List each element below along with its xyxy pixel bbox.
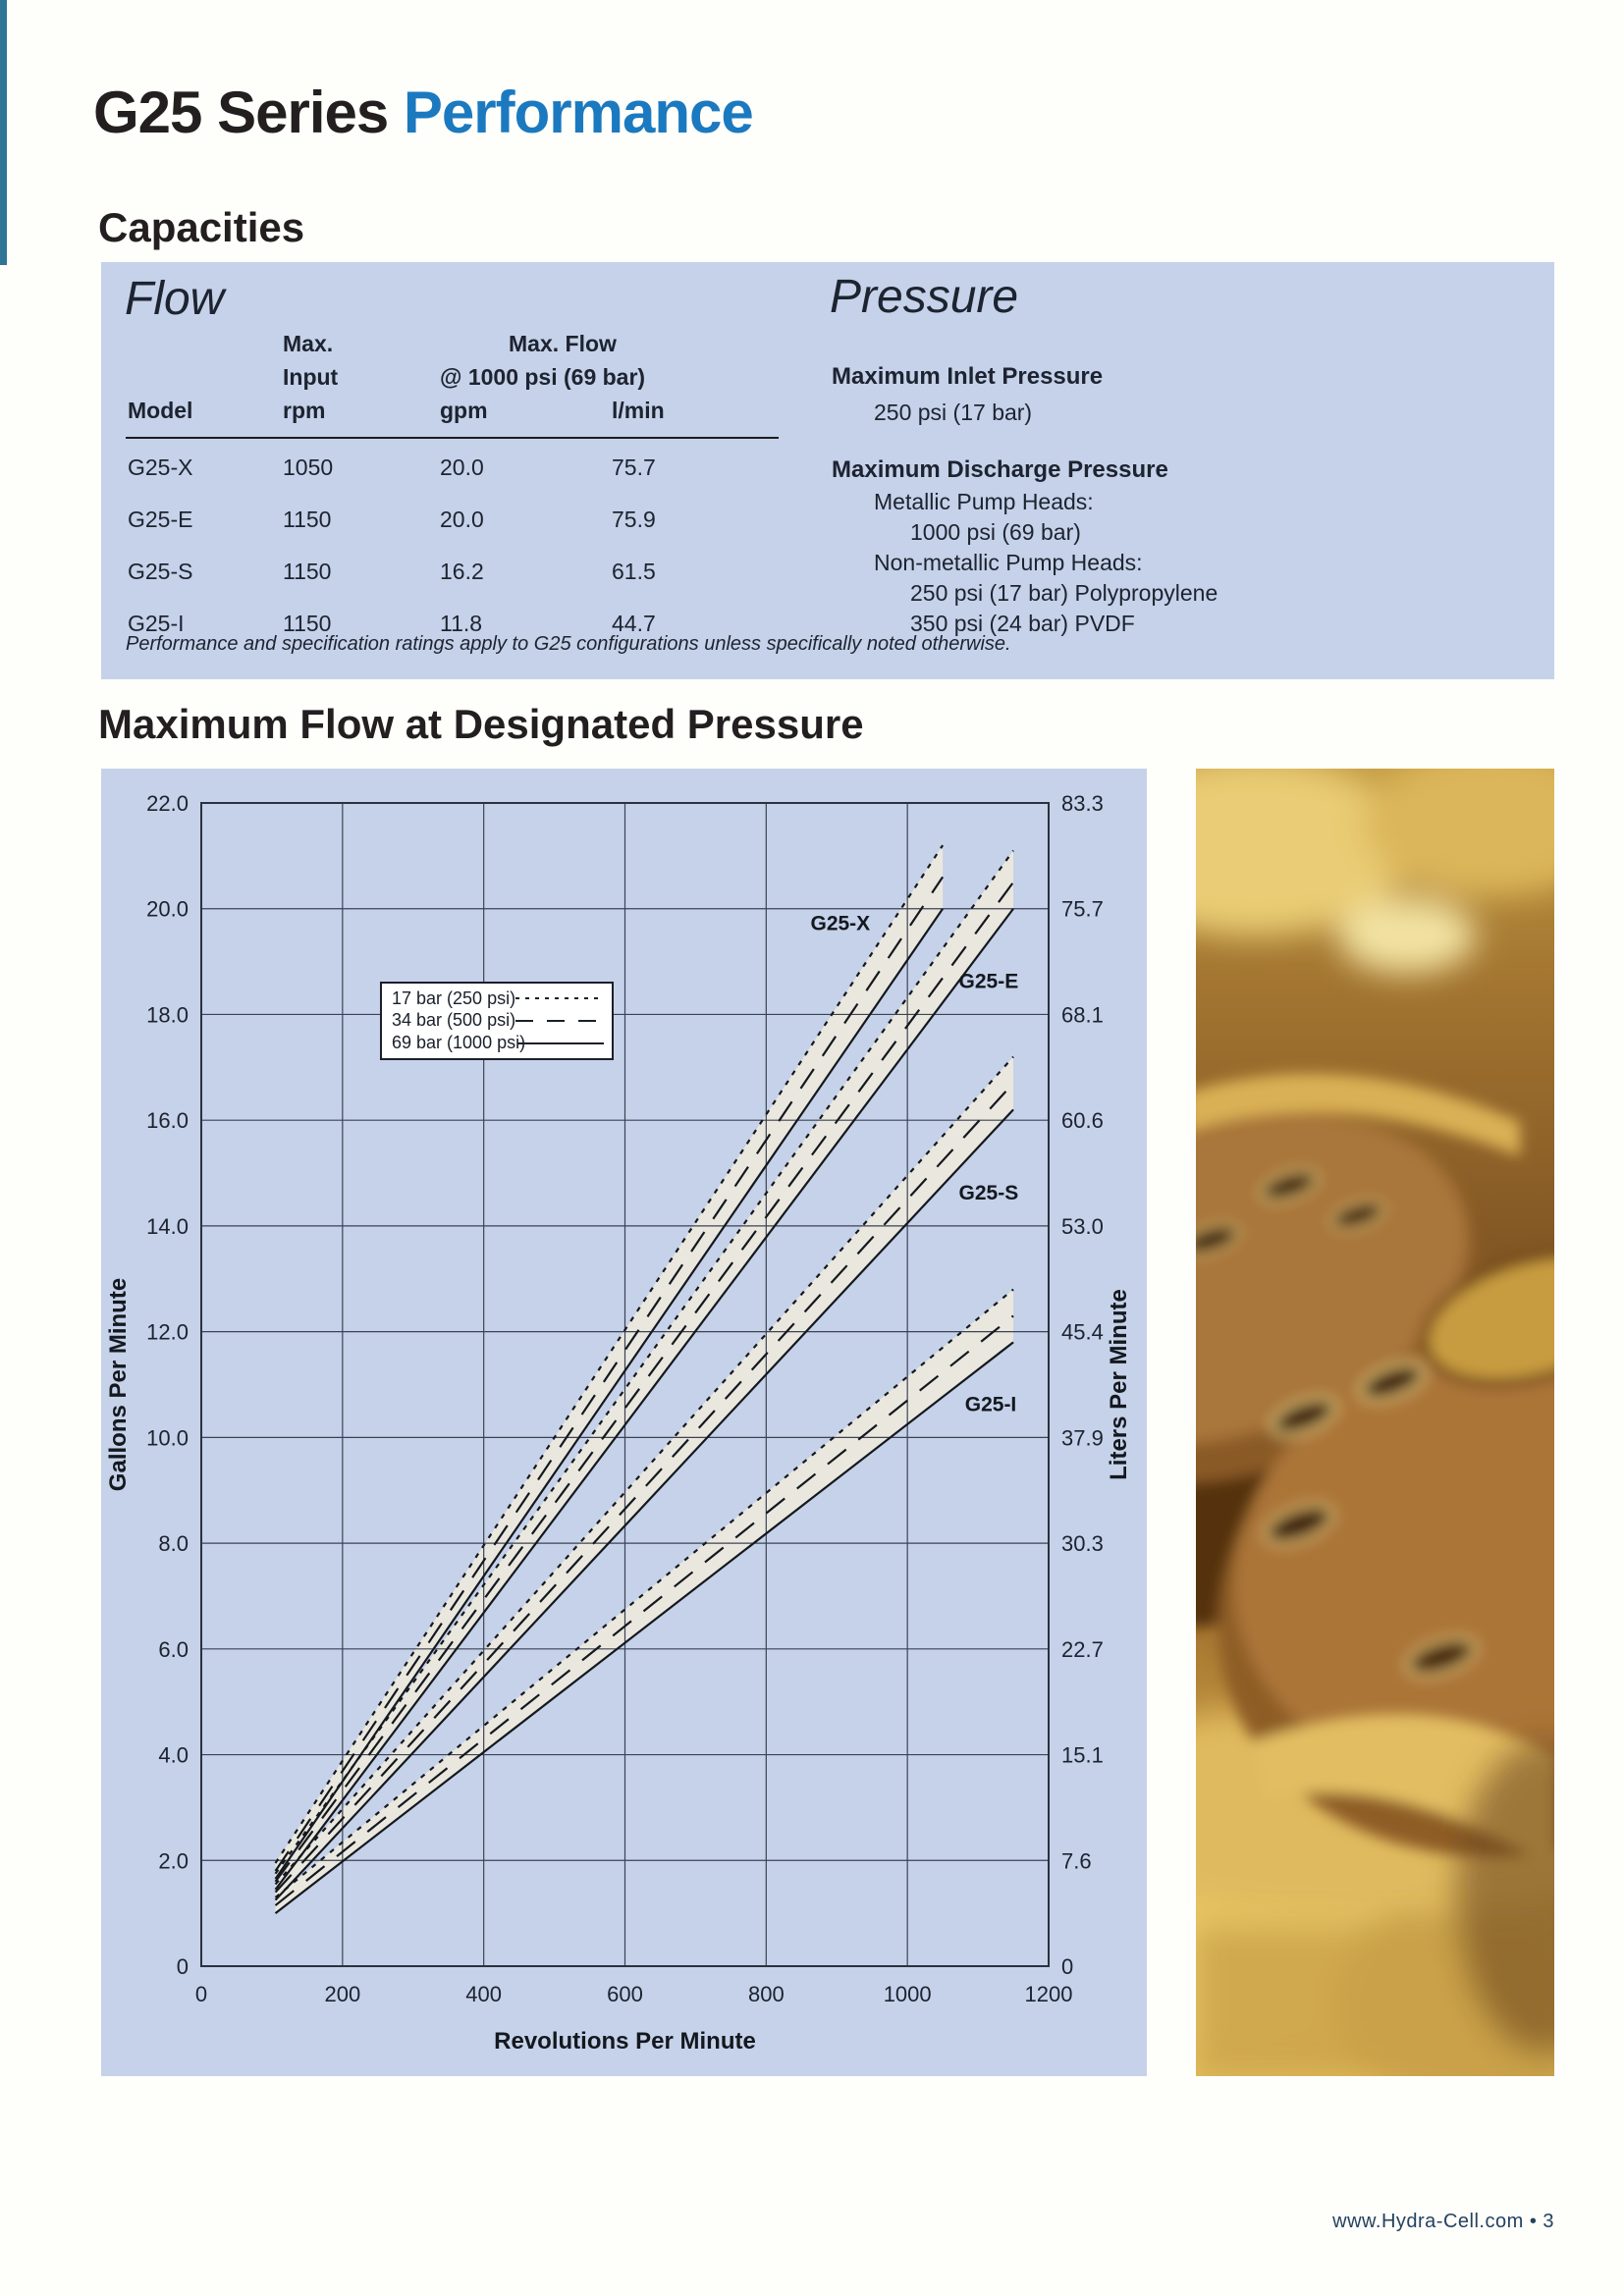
table-cell-gpm: 20.0 (440, 507, 484, 532)
page-title-primary: G25 Series (93, 80, 389, 145)
legend-label: 69 bar (1000 psi) (392, 1033, 526, 1053)
svg-text:2.0: 2.0 (158, 1848, 189, 1874)
inlet-pressure-value: 250 psi (17 bar) (874, 400, 1033, 425)
svg-text:53.0: 53.0 (1061, 1213, 1104, 1239)
inlet-pressure-label: Maximum Inlet Pressure (832, 363, 1104, 390)
svg-text:G25-S: G25-S (958, 1181, 1019, 1204)
legend-row-250psi (392, 988, 602, 1009)
nonmetallic-pp-value: 250 psi (17 bar) Polypropylene (910, 580, 1218, 606)
capacities-heading: Capacities (98, 204, 305, 250)
svg-text:75.7: 75.7 (1061, 896, 1104, 922)
table-cell-lmin: 61.5 (612, 559, 656, 584)
legend-label: 34 bar (500 psi) (392, 1010, 516, 1031)
table-cell-gpm: 11.8 (440, 611, 483, 636)
col-header-at1000: @ 1000 psi (69 bar) (440, 364, 646, 390)
svg-text:G25-E: G25-E (958, 970, 1019, 993)
col-header-input: Input (283, 364, 339, 390)
table-cell-model: G25-S (128, 559, 193, 584)
table-cell-model: G25-X (128, 454, 193, 480)
svg-text:14.0: 14.0 (146, 1213, 189, 1239)
svg-text:45.4: 45.4 (1061, 1319, 1104, 1345)
capacities-panel (101, 262, 1554, 679)
legend-row-1000psi (392, 1033, 602, 1053)
svg-text:0: 0 (176, 1954, 189, 1979)
solid-line-sample-icon (517, 1040, 604, 1047)
nonmetallic-heads-label: Non-metallic Pump Heads: (874, 550, 1143, 575)
col-header-gpm: gpm (440, 398, 488, 423)
table-cell-model: G25-E (128, 507, 193, 532)
svg-text:Gallons Per Minute: Gallons Per Minute (105, 1277, 132, 1492)
table-cell-rpm: 1050 (283, 454, 334, 480)
dashed-line-sample-icon (515, 1017, 602, 1025)
svg-text:10.0: 10.0 (146, 1425, 189, 1451)
page-footer: www.Hydra-Cell.com • 3 (1332, 2211, 1554, 2232)
table-cell-lmin: 44.7 (612, 611, 656, 636)
table-cell-gpm: 16.2 (440, 559, 484, 584)
svg-text:200: 200 (324, 1982, 361, 2006)
discharge-pressure-label: Maximum Discharge Pressure (832, 456, 1168, 483)
svg-text:1200: 1200 (1024, 1982, 1073, 2006)
pump-parts-photo-art (1196, 769, 1554, 2076)
svg-text:7.6: 7.6 (1061, 1848, 1092, 1874)
svg-text:Liters Per Minute: Liters Per Minute (1106, 1289, 1132, 1480)
nonmetallic-pvdf-value: 350 psi (24 bar) PVDF (910, 611, 1135, 636)
svg-text:30.3: 30.3 (1061, 1531, 1104, 1557)
flow-vs-rpm-chart (101, 769, 1147, 2076)
svg-text:15.1: 15.1 (1061, 1742, 1104, 1768)
svg-text:400: 400 (465, 1982, 503, 2006)
page-title-accent: Performance (403, 80, 753, 145)
svg-text:22.0: 22.0 (146, 791, 189, 816)
pump-parts-photo (1196, 769, 1554, 2076)
col-header-lmin: l/min (612, 398, 665, 423)
svg-text:1000: 1000 (883, 1982, 932, 2006)
legend-label: 17 bar (250 psi) (392, 988, 516, 1008)
svg-text:60.6: 60.6 (1061, 1108, 1104, 1134)
svg-text:83.3: 83.3 (1061, 791, 1104, 816)
svg-text:8.0: 8.0 (158, 1531, 189, 1557)
svg-text:22.7: 22.7 (1061, 1636, 1104, 1662)
svg-text:16.0: 16.0 (146, 1108, 189, 1134)
svg-text:68.1: 68.1 (1061, 1002, 1104, 1028)
metallic-heads-value: 1000 psi (69 bar) (910, 519, 1081, 545)
pressure-section (830, 262, 1537, 679)
svg-text:12.0: 12.0 (146, 1319, 189, 1345)
pressure-subheading: Pressure (830, 271, 1019, 323)
svg-text:0: 0 (1061, 1954, 1074, 1979)
table-cell-lmin: 75.7 (612, 454, 656, 480)
legend-row-500psi (392, 1010, 602, 1031)
table-cell-gpm: 20.0 (440, 454, 484, 480)
svg-text:G25-X: G25-X (810, 912, 871, 935)
svg-text:0: 0 (194, 1982, 208, 2006)
page-title (93, 79, 753, 146)
svg-text:Revolutions Per Minute: Revolutions Per Minute (494, 2028, 756, 2055)
ratings-footnote: Performance and specification ratings apply to G25 configurations unless specifically noted otherwise. (126, 633, 1011, 655)
table-header-rule (126, 437, 779, 439)
table-cell-rpm: 1150 (283, 507, 332, 532)
chart-heading: Maximum Flow at Designated Pressure (98, 701, 864, 747)
chart-plot-area (101, 769, 1147, 2076)
table-cell-model: G25-I (128, 611, 185, 636)
flow-subheading: Flow (125, 273, 225, 325)
svg-text:600: 600 (607, 1982, 643, 2006)
table-cell-rpm: 1150 (283, 611, 332, 636)
svg-text:G25-I: G25-I (964, 1393, 1017, 1416)
left-edge-accent-bar (0, 0, 7, 265)
chart-legend (380, 982, 614, 1060)
col-header-max-flow: Max. Flow (509, 331, 617, 356)
metallic-heads-label: Metallic Pump Heads: (874, 489, 1094, 514)
svg-text:18.0: 18.0 (146, 1002, 189, 1028)
table-cell-rpm: 1150 (283, 559, 332, 584)
svg-text:20.0: 20.0 (146, 896, 189, 922)
svg-text:6.0: 6.0 (158, 1636, 189, 1662)
flow-table (101, 262, 788, 679)
col-header-max: Max. (283, 331, 334, 356)
dotted-line-sample-icon (515, 994, 602, 1002)
table-cell-lmin: 75.9 (612, 507, 656, 532)
col-header-model: Model (128, 398, 193, 423)
svg-text:37.9: 37.9 (1061, 1425, 1104, 1451)
svg-text:4.0: 4.0 (158, 1742, 189, 1768)
svg-text:800: 800 (747, 1982, 785, 2006)
col-header-rpm: rpm (283, 398, 326, 423)
